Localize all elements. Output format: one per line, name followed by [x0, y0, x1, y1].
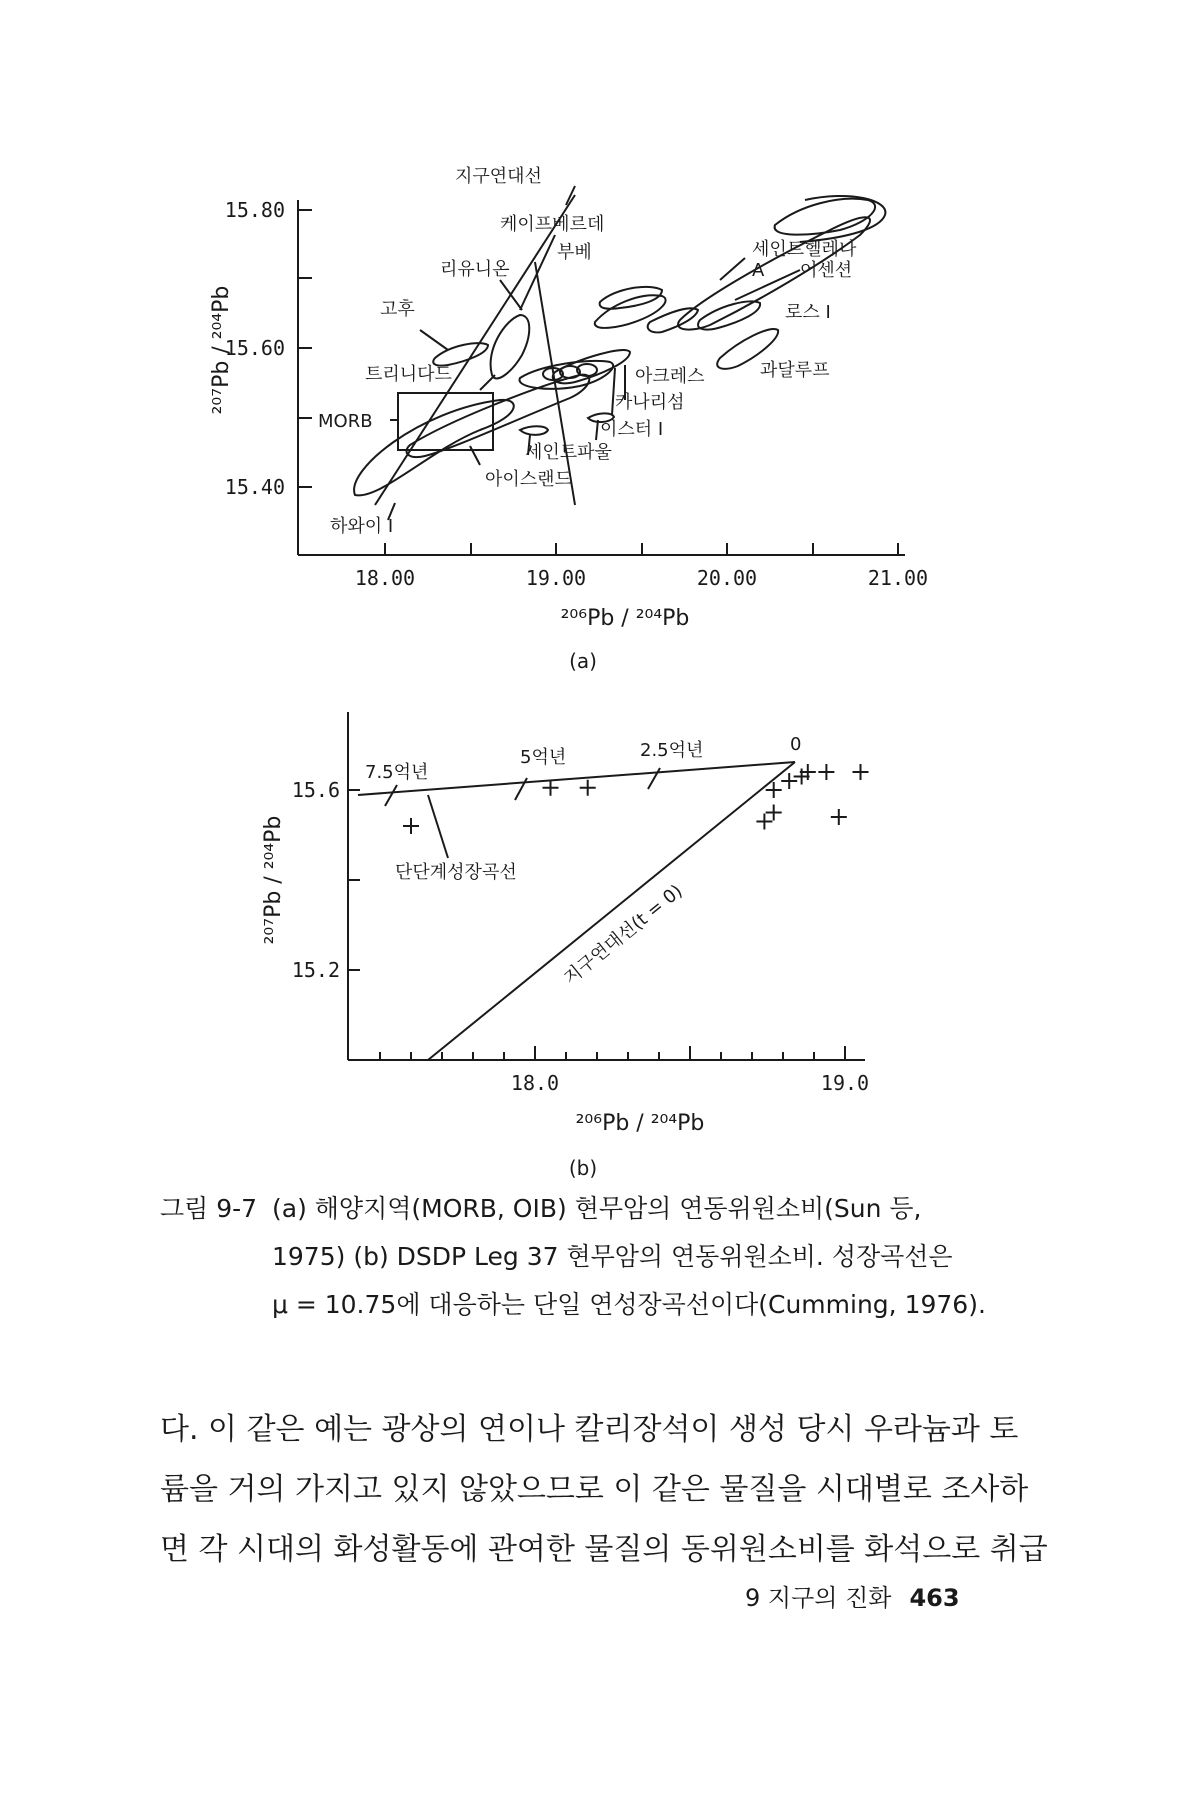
growth-curve-pointer	[428, 795, 448, 858]
label-geochron: 지구연대선	[455, 166, 542, 187]
label-bouvet: 부베	[557, 242, 592, 263]
figure-b-panel-label: (b)	[568, 1156, 598, 1180]
label-ascension: 어센션	[800, 260, 853, 281]
figure-a-ytick-label: 15.60	[224, 336, 285, 360]
figure-a-xtick-label: 19.00	[525, 566, 587, 590]
data-point-plus	[781, 773, 797, 789]
figure-b-ylabel: ²⁰⁷Pb / ²⁰⁴Pb	[261, 815, 286, 945]
figure-b-xtick-label: 18.0	[510, 1071, 560, 1095]
age-750-mark	[385, 785, 397, 806]
label-age-500: 5억년	[520, 747, 567, 768]
label-easter: 이스터 I	[600, 419, 664, 440]
label-canary: 카나리섬	[615, 392, 685, 413]
data-point-plus	[403, 818, 419, 834]
caption-line: μ = 10.75에 대응하는 단일 연성장곡선이다(Cumming, 1976).	[272, 1290, 986, 1319]
figure-b-ytick-label: 15.2	[291, 958, 340, 982]
label-ross: 로스 I	[785, 302, 831, 323]
label-azores: 아크레스	[635, 366, 705, 387]
data-point-plus	[756, 814, 772, 830]
caption-line: (a) 해양지역(MORB, OIB) 현무암의 연동위원소비(Sun 등,	[272, 1194, 922, 1223]
data-point-plus	[853, 764, 869, 780]
body-line: 다. 이 같은 예는 광상의 연이나 칼리장석이 생성 당시 우라늄과 토	[160, 1412, 1019, 1447]
figure-a-xtick-label: 18.00	[354, 566, 416, 590]
data-point-plus	[818, 764, 834, 780]
figure-a-ylabel: ²⁰⁷Pb / ²⁰⁴Pb	[209, 285, 234, 415]
caption-line: 1975) (b) DSDP Leg 37 현무암의 연동위원소비. 성장곡선은	[272, 1242, 953, 1271]
body-line: 면 각 시대의 화성활동에 관여한 물질의 동위원소비를 화석으로 취급	[160, 1532, 1048, 1567]
data-point-plus	[831, 809, 847, 825]
label-age-250: 2.5억년	[640, 740, 704, 761]
label-growth-curve: 단단계성장곡선	[395, 862, 517, 883]
figure-a-ytick-label: 15.40	[224, 475, 285, 499]
label-morb: MORB	[318, 411, 373, 432]
label-geochron-t0: 지구연대선(t = 0)	[559, 880, 687, 989]
label-cape-verde: 케이프베르데	[500, 214, 605, 235]
figure-a-xtick-label: 20.00	[696, 566, 758, 590]
label-reunion: 리유니온	[440, 259, 510, 280]
page-footer	[745, 1578, 960, 1613]
page-number: 463	[909, 1584, 960, 1612]
chapter-title: 9 지구의 진화	[745, 1584, 892, 1612]
label-st-helena: 세인트헬레나	[752, 239, 857, 260]
figure-b-xtick-label: 19.0	[820, 1071, 870, 1095]
figure-a-xlabel: ²⁰⁶Pb / ²⁰⁴Pb	[560, 606, 690, 631]
figure-a-panel-label: (a)	[569, 649, 597, 673]
label-gough: 고후	[380, 299, 415, 320]
figure-a-xtick-label: 21.00	[867, 566, 929, 590]
caption-number: 그림 9-7	[160, 1194, 258, 1223]
label-iceland: 아이스랜드	[485, 469, 572, 490]
figure-a-ytick-label: 15.80	[224, 198, 285, 222]
body-paragraph	[160, 1400, 1048, 1580]
label-age-750: 7.5억년	[365, 762, 429, 783]
figure-b-ytick-label: 15.6	[291, 778, 340, 802]
age-250-mark	[648, 768, 660, 789]
label-hawaii: 하와이 I	[330, 516, 394, 537]
label-st-paul: 세인트파울	[525, 442, 612, 463]
label-galapagos: 과달루프	[760, 360, 830, 381]
data-point-plus	[766, 805, 782, 821]
label-trinidade: 트리니다드	[365, 364, 452, 385]
data-point-plus	[580, 780, 596, 796]
geochron-t0-line	[428, 762, 795, 1060]
figure-b-xlabel: ²⁰⁶Pb / ²⁰⁴Pb	[575, 1111, 705, 1136]
label-a: A	[752, 260, 765, 281]
age-500-mark	[515, 778, 527, 800]
data-point-plus	[543, 780, 559, 796]
body-line: 륨을 거의 가지고 있지 않았으므로 이 같은 물질을 시대별로 조사하	[160, 1472, 1029, 1507]
label-age-0: 0	[790, 734, 802, 755]
